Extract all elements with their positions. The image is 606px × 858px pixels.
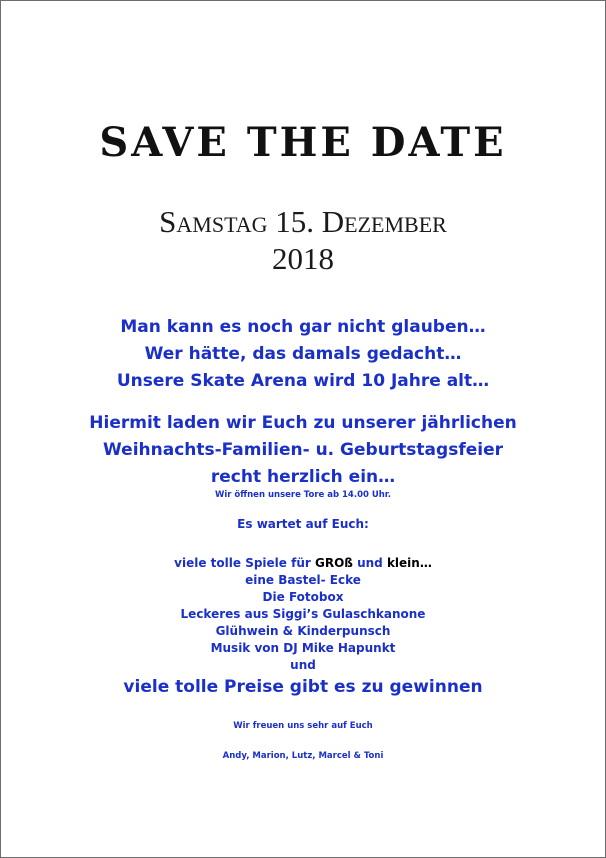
event-date: Samstag 15. Dezember <box>159 204 447 239</box>
intro-line: Unsere Skate Arena wird 10 Jahre alt… <box>116 371 490 391</box>
flyer-title: SAVE THE DATE <box>99 119 507 166</box>
intro-line: Wer hätte, das damals gedacht… <box>144 344 462 364</box>
intro-line: Man kann es noch gar nicht glauben… <box>120 317 486 337</box>
program-item: Leckeres aus Siggi’s Gulaschkanone <box>180 607 426 621</box>
program-heading: Es wartet auf Euch: <box>237 517 369 531</box>
program-item-text: viele tolle Spiele für <box>174 556 315 570</box>
program-item: Glühwein & Kinderpunsch <box>215 624 391 638</box>
invitation-line: Weihnachts-Familien- u. Geburtstagsfeier <box>103 440 503 460</box>
signature-line: Andy, Marion, Lutz, Marcel & Toni <box>222 751 384 761</box>
prizes-line: viele tolle Preise gibt es zu gewinnen <box>123 677 483 697</box>
program-item: und <box>290 658 316 672</box>
program-item: Die Fotobox <box>262 590 344 604</box>
closing-line: Wir freuen uns sehr auf Euch <box>233 721 373 731</box>
program-item: Musik von DJ Mike Hapunkt <box>210 641 396 655</box>
opening-note: Wir öffnen unsere Tore ab 14.00 Uhr. <box>214 490 392 500</box>
event-year: 2018 <box>272 241 334 276</box>
program-item: eine Bastel- Ecke <box>245 573 361 587</box>
program-item-big: GROß <box>314 556 353 570</box>
invitation-line: Hiermit laden wir Euch zu unserer jährlichen <box>89 413 517 433</box>
program-item-games <box>1 556 605 570</box>
program-item-small: klein… <box>386 556 432 570</box>
program-item-text: und <box>352 556 387 570</box>
invitation-line: recht herzlich ein… <box>210 467 396 487</box>
